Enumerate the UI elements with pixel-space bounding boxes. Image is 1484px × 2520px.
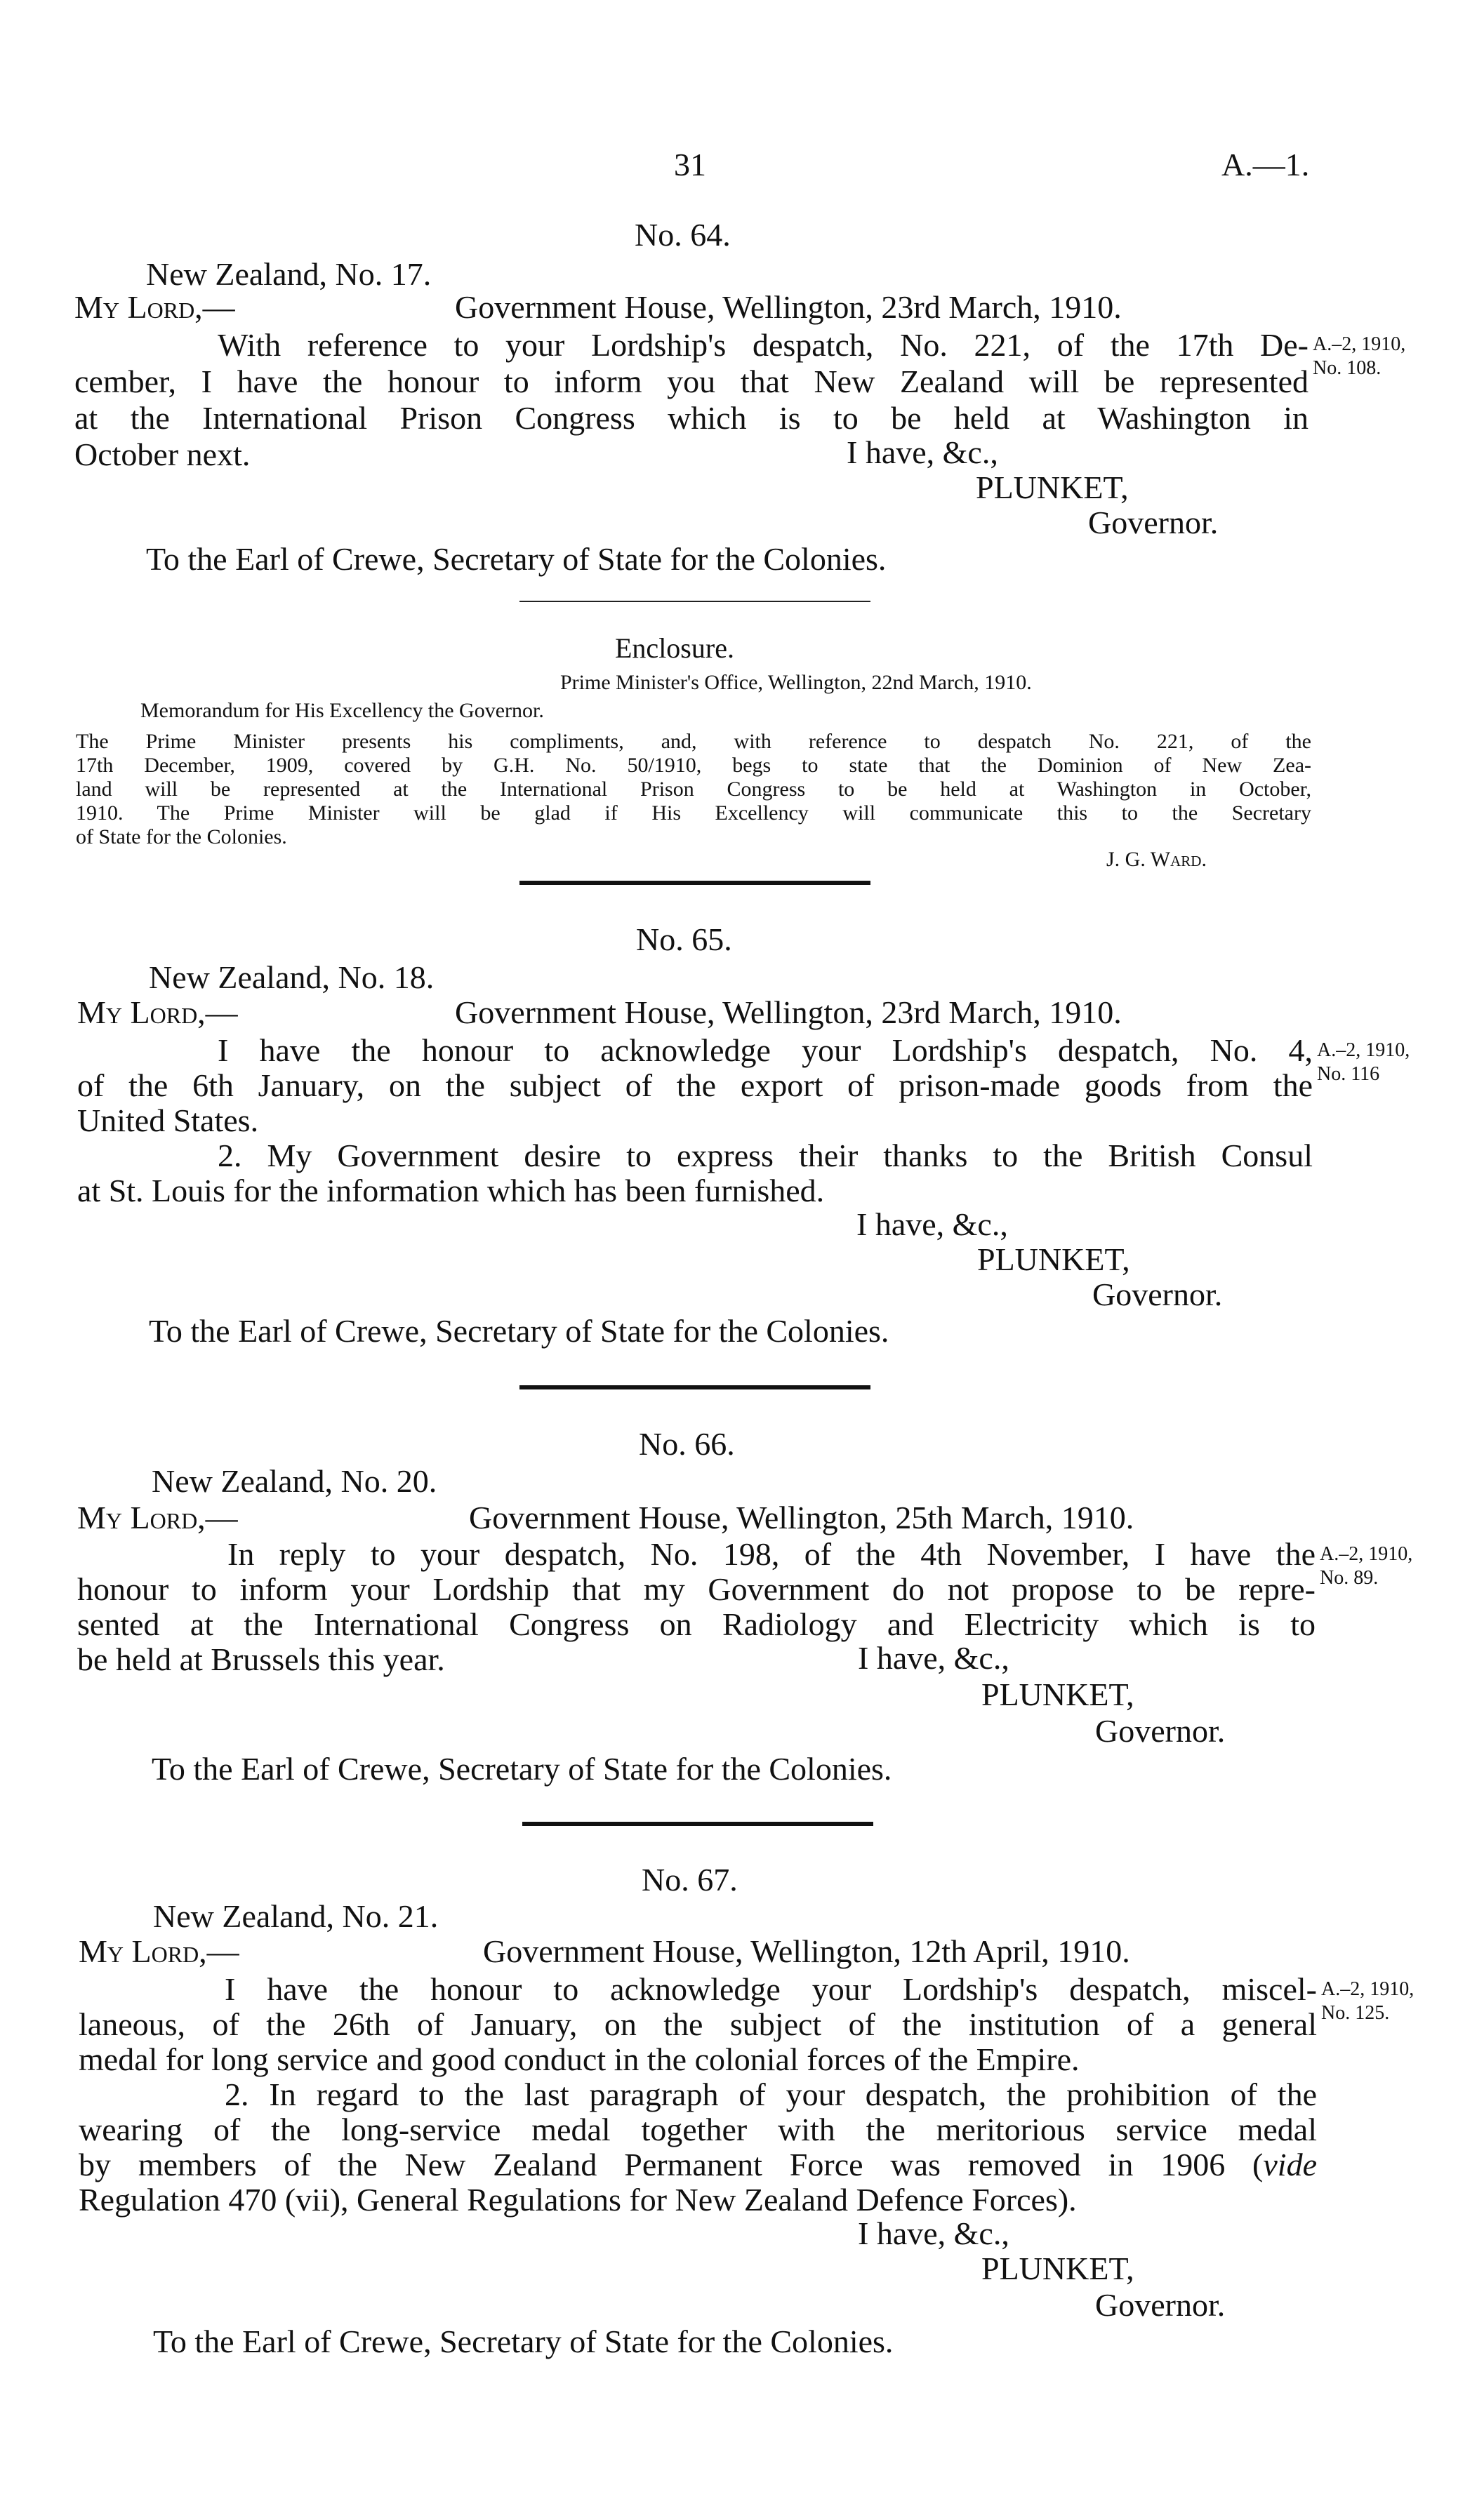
body-line: With reference to your Lordship's despatch, No. 221, of the 17th De- — [218, 327, 1309, 363]
body-line: cember, I have the honour to inform you that New Zealand will be represented — [74, 364, 1309, 399]
margin-ref-line: No. 89. — [1320, 1567, 1379, 1589]
letter-number: No. 65. — [636, 921, 732, 957]
body-line: Regulation 470 (vii), General Regulations for New Zealand Defence Forces). — [79, 2182, 1077, 2218]
addressee: To the Earl of Crewe, Secretary of State for the Colonies. — [146, 541, 887, 577]
closing: I have, &c., — [856, 1206, 1008, 1242]
signature-title: Governor. — [1088, 505, 1219, 540]
salutation: My Lord,— — [74, 289, 235, 325]
addressee: To the Earl of Crewe, Secretary of State for the Colonies. — [152, 1751, 892, 1787]
margin-ref-line: No. 116 — [1317, 1063, 1380, 1085]
body-line: be held at Brussels this year. — [77, 1641, 445, 1677]
body-line: October next. — [74, 436, 251, 472]
address-date: Government House, Wellington, 12th April, 1910. — [483, 1933, 1130, 1969]
section-divider — [519, 881, 870, 885]
letter-number: No. 64. — [635, 217, 731, 253]
letter-body — [79, 1972, 1317, 2218]
margin-ref-line: A.–2, 1910, — [1317, 1039, 1410, 1061]
body-line: I have the honour to acknowledge your Lordship's despatch, miscel- — [225, 1971, 1317, 2007]
body-line: sented at the International Congress on Radiology and Electricity which is to — [77, 1606, 1316, 1642]
body-line: by members of the New Zealand Permanent Force was removed in 1906 (vide — [79, 2147, 1317, 2182]
addressee: To the Earl of Crewe, Secretary of State for the Colonies. — [153, 2324, 894, 2359]
margin-ref-line: A.–2, 1910, — [1320, 1543, 1413, 1565]
document-reference: A.—1. — [1221, 147, 1310, 182]
margin-ref-line: No. 125. — [1321, 2002, 1390, 2024]
body-line: honour to inform your Lordship that my Government do not propose to be repre- — [77, 1571, 1316, 1607]
enclosure-body — [76, 730, 1311, 849]
address-date: Government House, Wellington, 23rd March, 1910. — [455, 289, 1122, 325]
enclosure-line: 1910. The Prime Minister will be glad if His Excellency will communicate this to the Secretary — [76, 801, 1311, 825]
enclosure-signature: J. G. Ward. — [1106, 848, 1207, 871]
page-number: 31 — [674, 147, 706, 182]
body-line: In reply to your despatch, No. 198, of the 4th November, I have the — [227, 1536, 1316, 1572]
nz-despatch-number: New Zealand, No. 21. — [153, 1898, 439, 1934]
signature: PLUNKET, — [977, 1241, 1130, 1277]
salutation: My Lord,— — [77, 1500, 238, 1535]
letter-body — [77, 1033, 1313, 1208]
letter-number: No. 66. — [639, 1426, 735, 1462]
margin-ref-line: A.–2, 1910, — [1313, 333, 1406, 355]
signature-title: Governor. — [1092, 1276, 1223, 1312]
body-line: I have the honour to acknowledge your Lordship's despatch, No. 4, — [218, 1032, 1313, 1068]
section-divider — [519, 1385, 870, 1389]
enclosure-office-date: Prime Minister's Office, Wellington, 22nd March, 1910. — [560, 671, 1032, 694]
body-line: at the International Prison Congress which is to be held at Washington in — [74, 400, 1309, 436]
salutation: My Lord,— — [79, 1933, 239, 1969]
nz-despatch-number: New Zealand, No. 17. — [146, 256, 432, 292]
margin-ref-line: A.–2, 1910, — [1321, 1978, 1415, 2000]
enclosure-line: of State for the Colonies. — [76, 825, 287, 848]
signature: PLUNKET, — [981, 2251, 1134, 2286]
letter-body — [77, 1537, 1316, 1677]
closing: I have, &c., — [847, 434, 998, 470]
closing: I have, &c., — [858, 2215, 1009, 2251]
margin-reference — [1313, 333, 1405, 380]
margin-reference — [1317, 1039, 1410, 1086]
section-divider — [522, 1822, 873, 1826]
body-line: at St. Louis for the information which has been furnished. — [77, 1173, 825, 1208]
signature: PLUNKET, — [976, 469, 1129, 505]
enclosure-memo-to: Memorandum for His Excellency the Governor. — [140, 699, 544, 722]
signature-title: Governor. — [1095, 2287, 1226, 2323]
address-date: Government House, Wellington, 23rd March, 1910. — [455, 994, 1122, 1030]
body-line: laneous, of the 26th of January, on the subject of the institution of a general — [79, 2006, 1317, 2042]
body-line: United States. — [77, 1102, 259, 1138]
body-line: wearing of the long-service medal together with the meritorious service medal — [79, 2112, 1317, 2147]
letter-body — [74, 327, 1309, 473]
body-line: of the 6th January, on the subject of the export of prison-made goods from the — [77, 1067, 1313, 1103]
letter-number: No. 67. — [642, 1862, 738, 1898]
address-date: Government House, Wellington, 25th March, 1910. — [469, 1500, 1134, 1535]
enclosure-line: The Prime Minister presents his compliments, and, with reference to despatch No. 221, of the — [76, 730, 1311, 753]
body-line: medal for long service and good conduct in the colonial forces of the Empire. — [79, 2041, 1080, 2077]
signature-title: Governor. — [1095, 1713, 1226, 1749]
enclosure-heading: Enclosure. — [615, 632, 734, 664]
enclosure-line: land will be represented at the International Prison Congress to be held at Washington in October, — [76, 778, 1311, 801]
signature: PLUNKET, — [981, 1676, 1134, 1712]
nz-despatch-number: New Zealand, No. 18. — [149, 959, 435, 995]
salutation: My Lord,— — [77, 994, 238, 1030]
body-line: 2. My Government desire to express their thanks to the British Consul — [218, 1138, 1313, 1173]
body-line: 2. In regard to the last paragraph of your despatch, the prohibition of the — [225, 2076, 1317, 2112]
section-divider — [519, 601, 870, 602]
margin-ref-line: No. 108. — [1313, 357, 1382, 379]
addressee: To the Earl of Crewe, Secretary of State for the Colonies. — [149, 1313, 889, 1349]
closing: I have, &c., — [858, 1640, 1009, 1676]
margin-reference — [1320, 1542, 1412, 1590]
margin-reference — [1321, 1978, 1414, 2025]
enclosure-line: 17th December, 1909, covered by G.H. No. 50/1910, begs to state that the Dominion of New Zea- — [76, 754, 1311, 777]
vide-italic: vide — [1263, 2147, 1317, 2182]
nz-despatch-number: New Zealand, No. 20. — [152, 1463, 437, 1499]
